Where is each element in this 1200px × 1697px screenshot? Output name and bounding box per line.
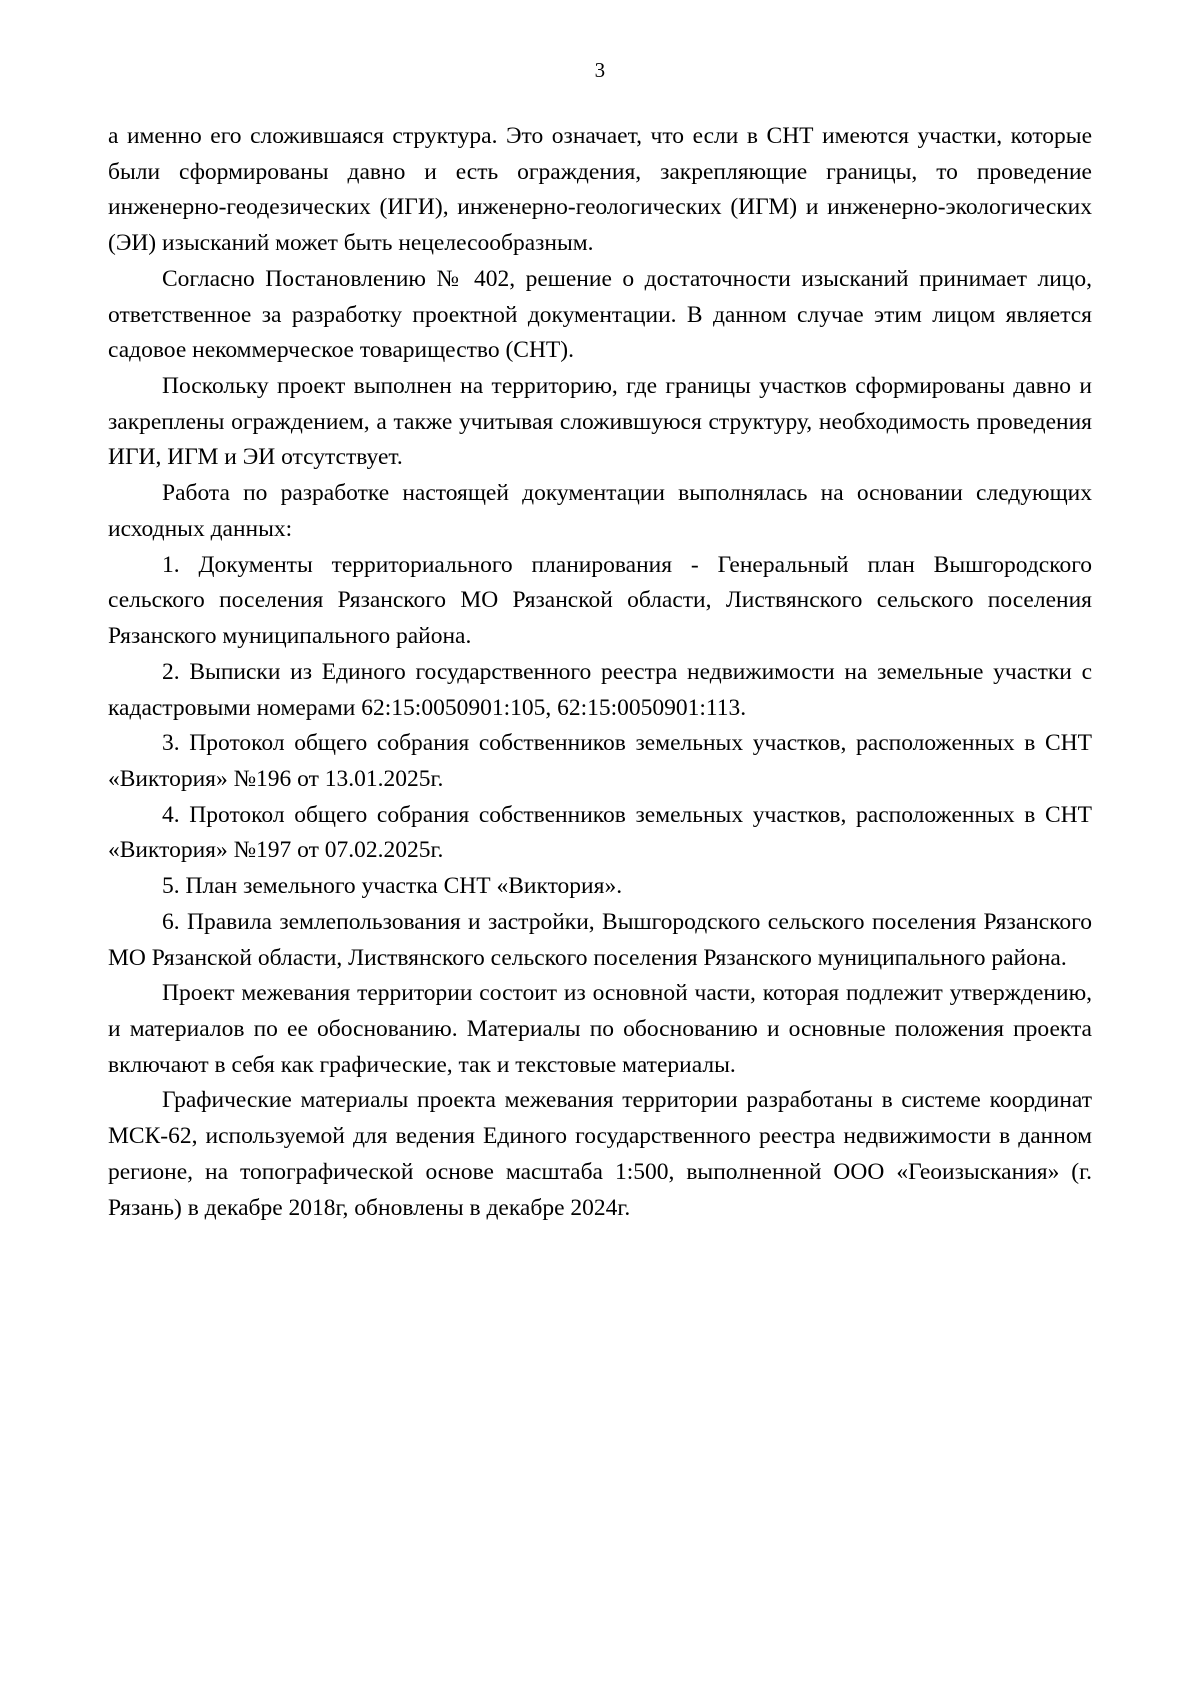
paragraph: Поскольку проект выполнен на территорию, где границы участков сформированы давно и закреплены ограждением, а также учитывая сложившуюся структуру, необходимость проведения ИГИ, ИГМ и ЭИ отсутствует. xyxy=(108,373,1092,471)
paragraph: 6. Правила землепользования и застройки, Вышгородского сельского поселения Рязанского МО Рязанской области, Листвянского сельского поселения Рязанского муниципального района. xyxy=(108,908,1092,971)
paragraph: 4. Протокол общего собрания собственников земельных участков, расположенных в СНТ «Виктория» №197 от 07.02.2025г. xyxy=(108,801,1092,864)
paragraph: Проект межевания территории состоит из основной части, которая подлежит утверждению, и материалов по ее обоснованию. Материалы по обоснованию и основные положения проекта включают в себя как графические, так и текстовые материалы. xyxy=(108,980,1092,1078)
paragraph: Согласно Постановлению № 402, решение о достаточности изысканий принимает лицо, ответственное за разработку проектной документации. В данном случае этим лицом является садовое некоммерческое товарищество (СНТ). xyxy=(108,265,1092,364)
page-number: 3 xyxy=(594,58,606,82)
paragraph: 5. План земельного участка СНТ «Виктория». xyxy=(162,873,623,900)
paragraph: Графические материалы проекта межевания территории разработаны в системе координат МСК-62, используемой для ведения Единого государственного реестра недвижимости в данном регионе, на топографической основе масштаба 1:500, выполненной ООО «Геоизыскания» (г. Рязань) в декабре 2018г, обновлены в декабре 2024г. xyxy=(108,1087,1092,1221)
paragraph: 1. Документы территориального планирования - Генеральный план Вышгородского сельского поселения Рязанского МО Рязанской области, Листвянского сельского поселения Рязанского муниципального района. xyxy=(108,551,1092,650)
paragraph: 3. Протокол общего собрания собственников земельных участков, расположенных в СНТ «Виктория» №196 от 13.01.2025г. xyxy=(108,730,1092,792)
paragraph: Работа по разработке настоящей документации выполнялась на основании следующих исходных данных: xyxy=(108,480,1092,542)
paragraph: 2. Выписки из Единого государственного реестра недвижимости на земельные участки с кадастровыми номерами 62:15:0050901:105, 62:15:0050901:113. xyxy=(108,658,1092,721)
document-body xyxy=(108,119,1092,1226)
paragraph: а именно его сложившаяся структура. Это означает, что если в СНТ имеются участки, которые были сформированы давно и есть ограждения, закрепляющие границы, то проведение инженерно-геодезических (ИГИ), инженерно-геологических (ИГМ) и инженерно-экологических (ЭИ) изысканий может быть нецелесообразным. xyxy=(108,123,1092,257)
